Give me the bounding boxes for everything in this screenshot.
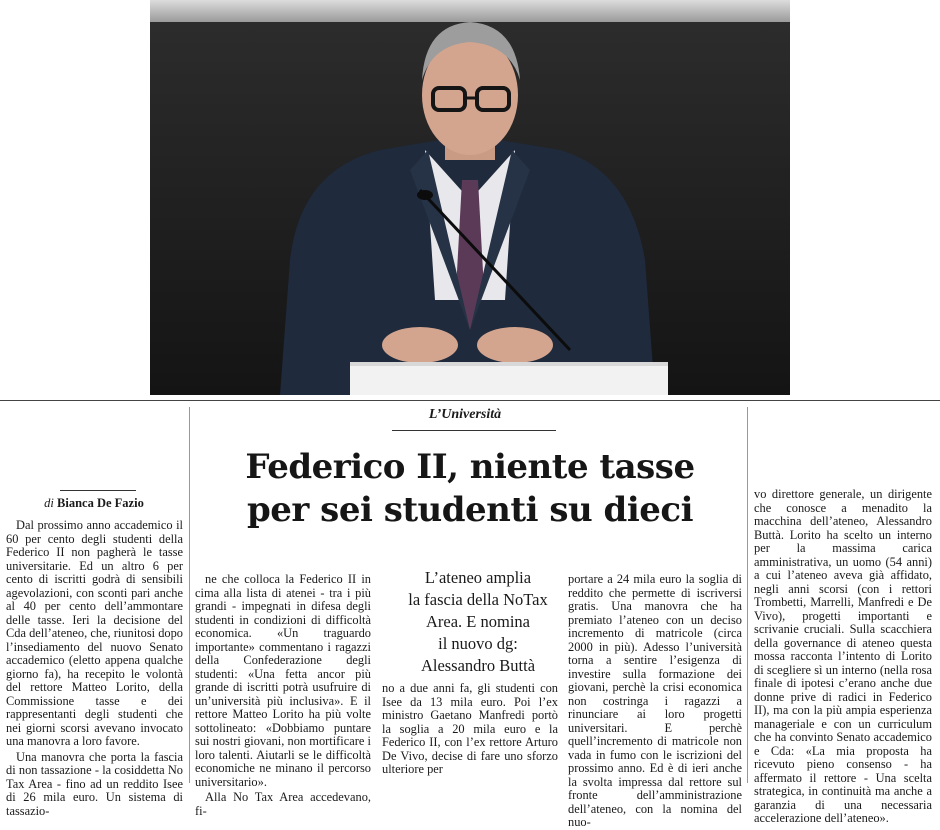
paragraph: vo direttore generale, un dirigente che conosce a menadito la macchina dell’ateneo, Alessandro Buttà. Lorito ha scelto un interno per la massima carica amministrativa, un uomo (54 anni) a cui l’ateneo aveva già affidato, negli anni scorsi (con i rettori Trombetti, Marrelli, Manfredi e De Vivo), progetti importanti e scrivanie cruciali. Sulla scacchiera della governance di ateneo questa mossa racconta l’intento di Lorito di scegliere sì un interno (nella rosa finale di ipotesi c’erano anche due donne prive di radici in Federico II), ma con la più ampia esperienza manageriale e con un curriculum che ha convinto Senato accademico e Cda: «La mia proposta ha ricevuto pieno consenso - ha affermato il rettore - Una scelta strategica, in continuità ma anche a garanzia di una necessaria accelerazione dell’ateneo». xyxy=(754,487,932,825)
article-column-1 xyxy=(6,519,183,818)
byline-prefix: di xyxy=(44,496,54,510)
speaker-illustration xyxy=(150,0,790,395)
paragraph: Alla No Tax Area accedevano, fi- xyxy=(195,790,371,818)
paragraph: Una manovra che porta la fascia di non tassazione - la cosiddetta No Tax Area - fino ad un reddito Isee di 26 mila euro. Un sistema di tassazio- xyxy=(6,749,183,818)
top-rule xyxy=(0,400,940,401)
section-label: L’Università xyxy=(428,407,502,422)
column-divider xyxy=(189,407,190,783)
article-column-2 xyxy=(195,573,371,818)
headline-line: per sei studenti su dieci xyxy=(247,490,693,530)
article-photo xyxy=(150,0,790,395)
paragraph: no a due anni fa, gli studenti con Isee da 13 mila euro. Poi l’ex ministro Gaetano Manfredi portò la soglia a 20 mila euro e la Federico II, con l’ex rettore Arturo De Vivo, decise di fare uno sforzo ulteriore per xyxy=(382,681,558,776)
column-divider xyxy=(747,407,748,783)
subheadline-line: Alessandro Buttà xyxy=(420,656,536,675)
byline-rule xyxy=(60,490,136,491)
subheadline-line: Area. E nomina xyxy=(425,612,530,631)
subheadline-line: L’ateneo amplia xyxy=(424,568,532,587)
article-column-4 xyxy=(568,573,742,830)
headline-line: Federico II, niente tasse xyxy=(245,447,695,487)
paragraph: Dal prossimo anno accademico il 60 per cento degli studenti della Federico II non pagherà le tasse universitarie. Ed un altro 6 per cento di iscritti godrà di sensibili agevolazioni, con sconti pari anche al 40 per cento dell’ammontare delle tasse. Ieri la decisione del Cda dell’ateneo, che, riunitosi dopo l’insediamento del nuovo Senato accademico (eletto appena qualche giorno fa), ha recepito le volontà del rettore Matteo Lorito, della Commissione tasse e dei rappresentanti degli studenti che nei giorni scorsi avevano invocato una manovra a loro favore. xyxy=(6,518,183,748)
subheadline xyxy=(378,567,578,677)
article-column-3 xyxy=(382,682,558,777)
subheadline-line: il nuovo dg: xyxy=(438,634,518,653)
paragraph: portare a 24 mila euro la soglia di reddito che permette di iscriversi gratis. Una manovra che ha premiato l’ateneo con un deciso incremento di matricole (circa 2000 in più). Adesso l’università torna a sentire l’esigenza di investire sulla formazione dei giovani, perchè la crisi economica non costringa i ragazzi a rinunciare ai loro progetti universitari. E perchè quell’incremento di matricole non vada in fumo con le iscrizioni del prossimo anno. Ed è di ieri anche la svolta impressa dal rettore sul fronte dell’amministrazione dell’ateneo, con la nomina del nuo- xyxy=(568,572,742,829)
byline xyxy=(0,496,188,511)
article-column-5 xyxy=(754,488,932,826)
paragraph: ne che colloca la Federico II in cima alla lista di atenei - tra i più grandi - impegnati in difesa degli studenti in condizioni di difficoltà economica. «Un traguardo importante» commentano i ragazzi della Confederazione degli studenti: «Una fetta ancor più grande di iscritti potrà usufruire di un’università più inclusiva». E il rettore Matteo Lorito ha più volte sottolineato: «Dobbiamo puntare sui nostri giovani, non mortificare i loro talenti. Aiutarli se le difficoltà economiche ne minano il percorso universitario». xyxy=(195,572,371,789)
section-underline xyxy=(392,430,556,431)
subheadline-line: la fascia della NoTax xyxy=(408,590,548,609)
byline-author: Bianca De Fazio xyxy=(57,496,144,510)
headline xyxy=(196,446,744,532)
